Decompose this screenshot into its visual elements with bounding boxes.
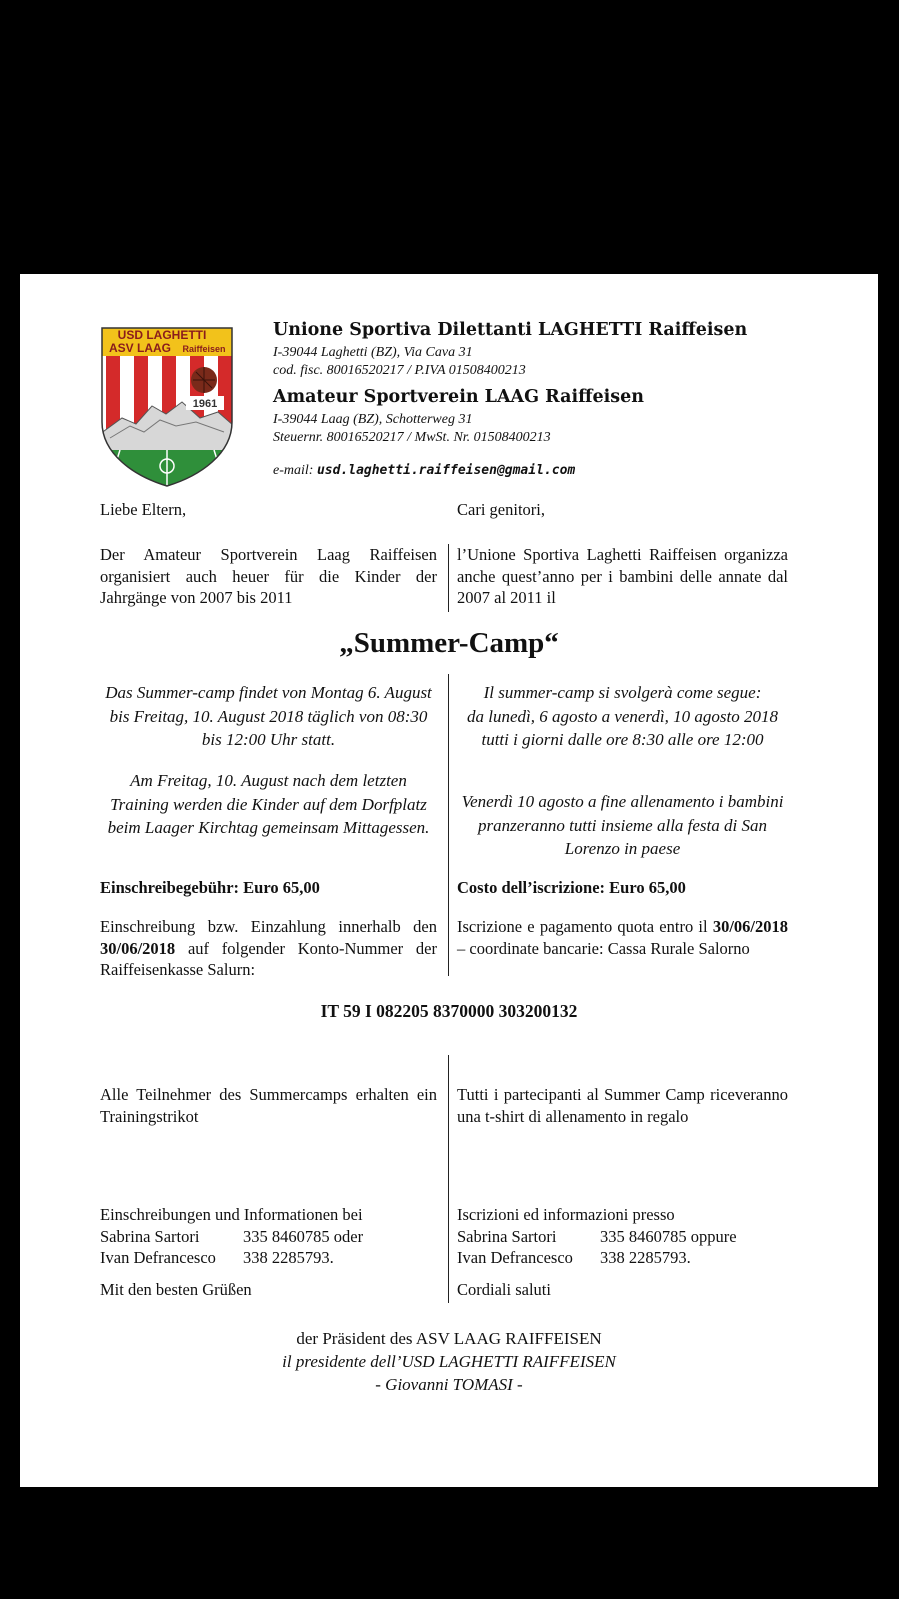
closing-it: Cordiali saluti <box>457 1280 551 1299</box>
contacts-de <box>100 1204 363 1269</box>
shirt-it: Tutti i partecipanti al Summer Camp riceveranno una t-shirt di allenamento in regalo <box>457 1085 788 1126</box>
logo-line2: ASV LAAG <box>108 341 172 355</box>
friday-de: Am Freitag, 10. August nach dem letzten Training werden die Kinder auf dem Dorfplatz beim Laager Kirchtag gemeinsam Mittagessen. <box>107 771 430 837</box>
email-link[interactable]: usd.laghetti.raiffeisen@gmail.com <box>316 463 576 478</box>
contact-phone[interactable]: 338 2285793. <box>243 1248 334 1267</box>
org1-name: Unione Sportiva Dilettanti LAGHETTI Raiffeisen <box>273 320 748 340</box>
intro-it: l’Unione Sportiva Laghetti Raiffeisen organizza anche quest’anno per i bambini delle annate dal 2007 al 2011 il <box>457 545 788 607</box>
schedule-it-2: da lunedì, 6 agosto a venerdì, 10 agosto 2018 <box>466 706 778 726</box>
payment-it-date: 30/06/2018 <box>712 917 789 936</box>
contact-phone[interactable]: 338 2285793. <box>600 1248 691 1267</box>
payment-de-date: 30/06/2018 <box>100 938 176 958</box>
org2-tax: Steuernr. 80016520217 / MwSt. Nr. 01508400213 <box>273 430 551 445</box>
email-line <box>273 463 575 479</box>
info-intro-it: Iscrizioni ed informazioni presso <box>457 1205 675 1224</box>
org2-name: Amateur Sportverein LAAG Raiffeisen <box>273 387 644 407</box>
fee-it: Costo dell’iscrizione: Euro 65,00 <box>457 878 686 897</box>
payment-it-post: – coordinate bancarie: Cassa Rurale Salorno <box>457 938 750 958</box>
column-divider <box>448 674 449 976</box>
logo-line1: USD LAGHETTI <box>117 328 207 342</box>
org2-address: I-39044 Laag (BZ), Schotterweg 31 <box>273 412 473 427</box>
friday-it: Venerdì 10 agosto a fine allenamento i bambini pranzeranno tutti insieme alla festa di San Lorenzo in paese <box>461 792 784 858</box>
schedule-de: Das Summer-camp findet von Montag 6. August bis Freitag, 10. August 2018 täglich von 08:30 bis 12:00 Uhr statt. <box>105 683 432 749</box>
contact-row <box>457 1247 737 1269</box>
shirt-de: Alle Teilnehmer des Summercamps erhalten ein Trainingstrikot <box>100 1085 437 1126</box>
schedule-it-1: Il summer-camp si svolgerà come segue: <box>483 683 762 702</box>
contact-name: Ivan Defrancesco <box>100 1248 216 1267</box>
signature-line-2: il presidente dell’USD LAGHETTI RAIFFEISEN <box>282 1352 616 1371</box>
org1-tax: cod. fisc. 80016520217 / P.IVA 01508400213 <box>273 363 526 378</box>
letter-page <box>20 274 878 1487</box>
contact-name: Sabrina Sartori <box>100 1226 200 1246</box>
logo-year: 1961 <box>192 398 218 410</box>
contact-name: Sabrina Sartori <box>457 1226 557 1246</box>
page-title: „Summer-Camp“ <box>339 627 559 659</box>
club-logo <box>100 326 234 488</box>
signature-name: - Giovanni TOMASI - <box>375 1375 523 1394</box>
greeting-de: Liebe Eltern, <box>100 500 187 519</box>
iban: IT 59 I 082205 8370000 303200132 <box>320 1001 578 1021</box>
email-label: e-mail: <box>273 463 314 478</box>
contact-row <box>457 1226 737 1248</box>
fee-de: Einschreibegebühr: Euro 65,00 <box>100 878 320 897</box>
intro-de: Der Amateur Sportverein Laag Raiffeisen organisiert auch heuer für die Kinder der Jahrgänge von 2007 bis 2011 <box>100 545 437 607</box>
contact-phone[interactable]: 335 8460785 oder <box>243 1226 364 1246</box>
info-intro-de: Einschreibungen und Informationen bei <box>100 1205 363 1224</box>
schedule-it-block <box>457 681 788 752</box>
payment-de-post: auf folgender Konto-Nummer der Raiffeisenkasse Salurn: <box>100 938 437 979</box>
contacts-it <box>457 1204 737 1269</box>
greeting-it: Cari genitori, <box>457 500 545 519</box>
column-divider <box>448 544 449 612</box>
contact-phone[interactable]: 335 8460785 oppure <box>600 1226 737 1246</box>
contact-row <box>100 1226 363 1248</box>
payment-it <box>457 916 788 959</box>
contact-name: Ivan Defrancesco <box>457 1248 573 1267</box>
payment-it-pre: Iscrizione e pagamento quota entro il <box>457 917 708 936</box>
column-divider <box>448 1055 449 1303</box>
closing-de: Mit den besten Grüßen <box>100 1280 252 1299</box>
logo-sponsor: Raiffeisen <box>182 344 226 354</box>
payment-de <box>100 916 437 981</box>
payment-de-pre: Einschreibung bzw. Einzahlung innerhalb den <box>100 917 437 936</box>
signature-line-1: der Präsident des ASV LAAG RAIFFEISEN <box>296 1329 602 1348</box>
contact-row <box>100 1247 363 1269</box>
schedule-it-3: tutti i giorni dalle ore 8:30 alle ore 12:00 <box>481 730 764 749</box>
org1-address: I-39044 Laghetti (BZ), Via Cava 31 <box>273 345 473 360</box>
